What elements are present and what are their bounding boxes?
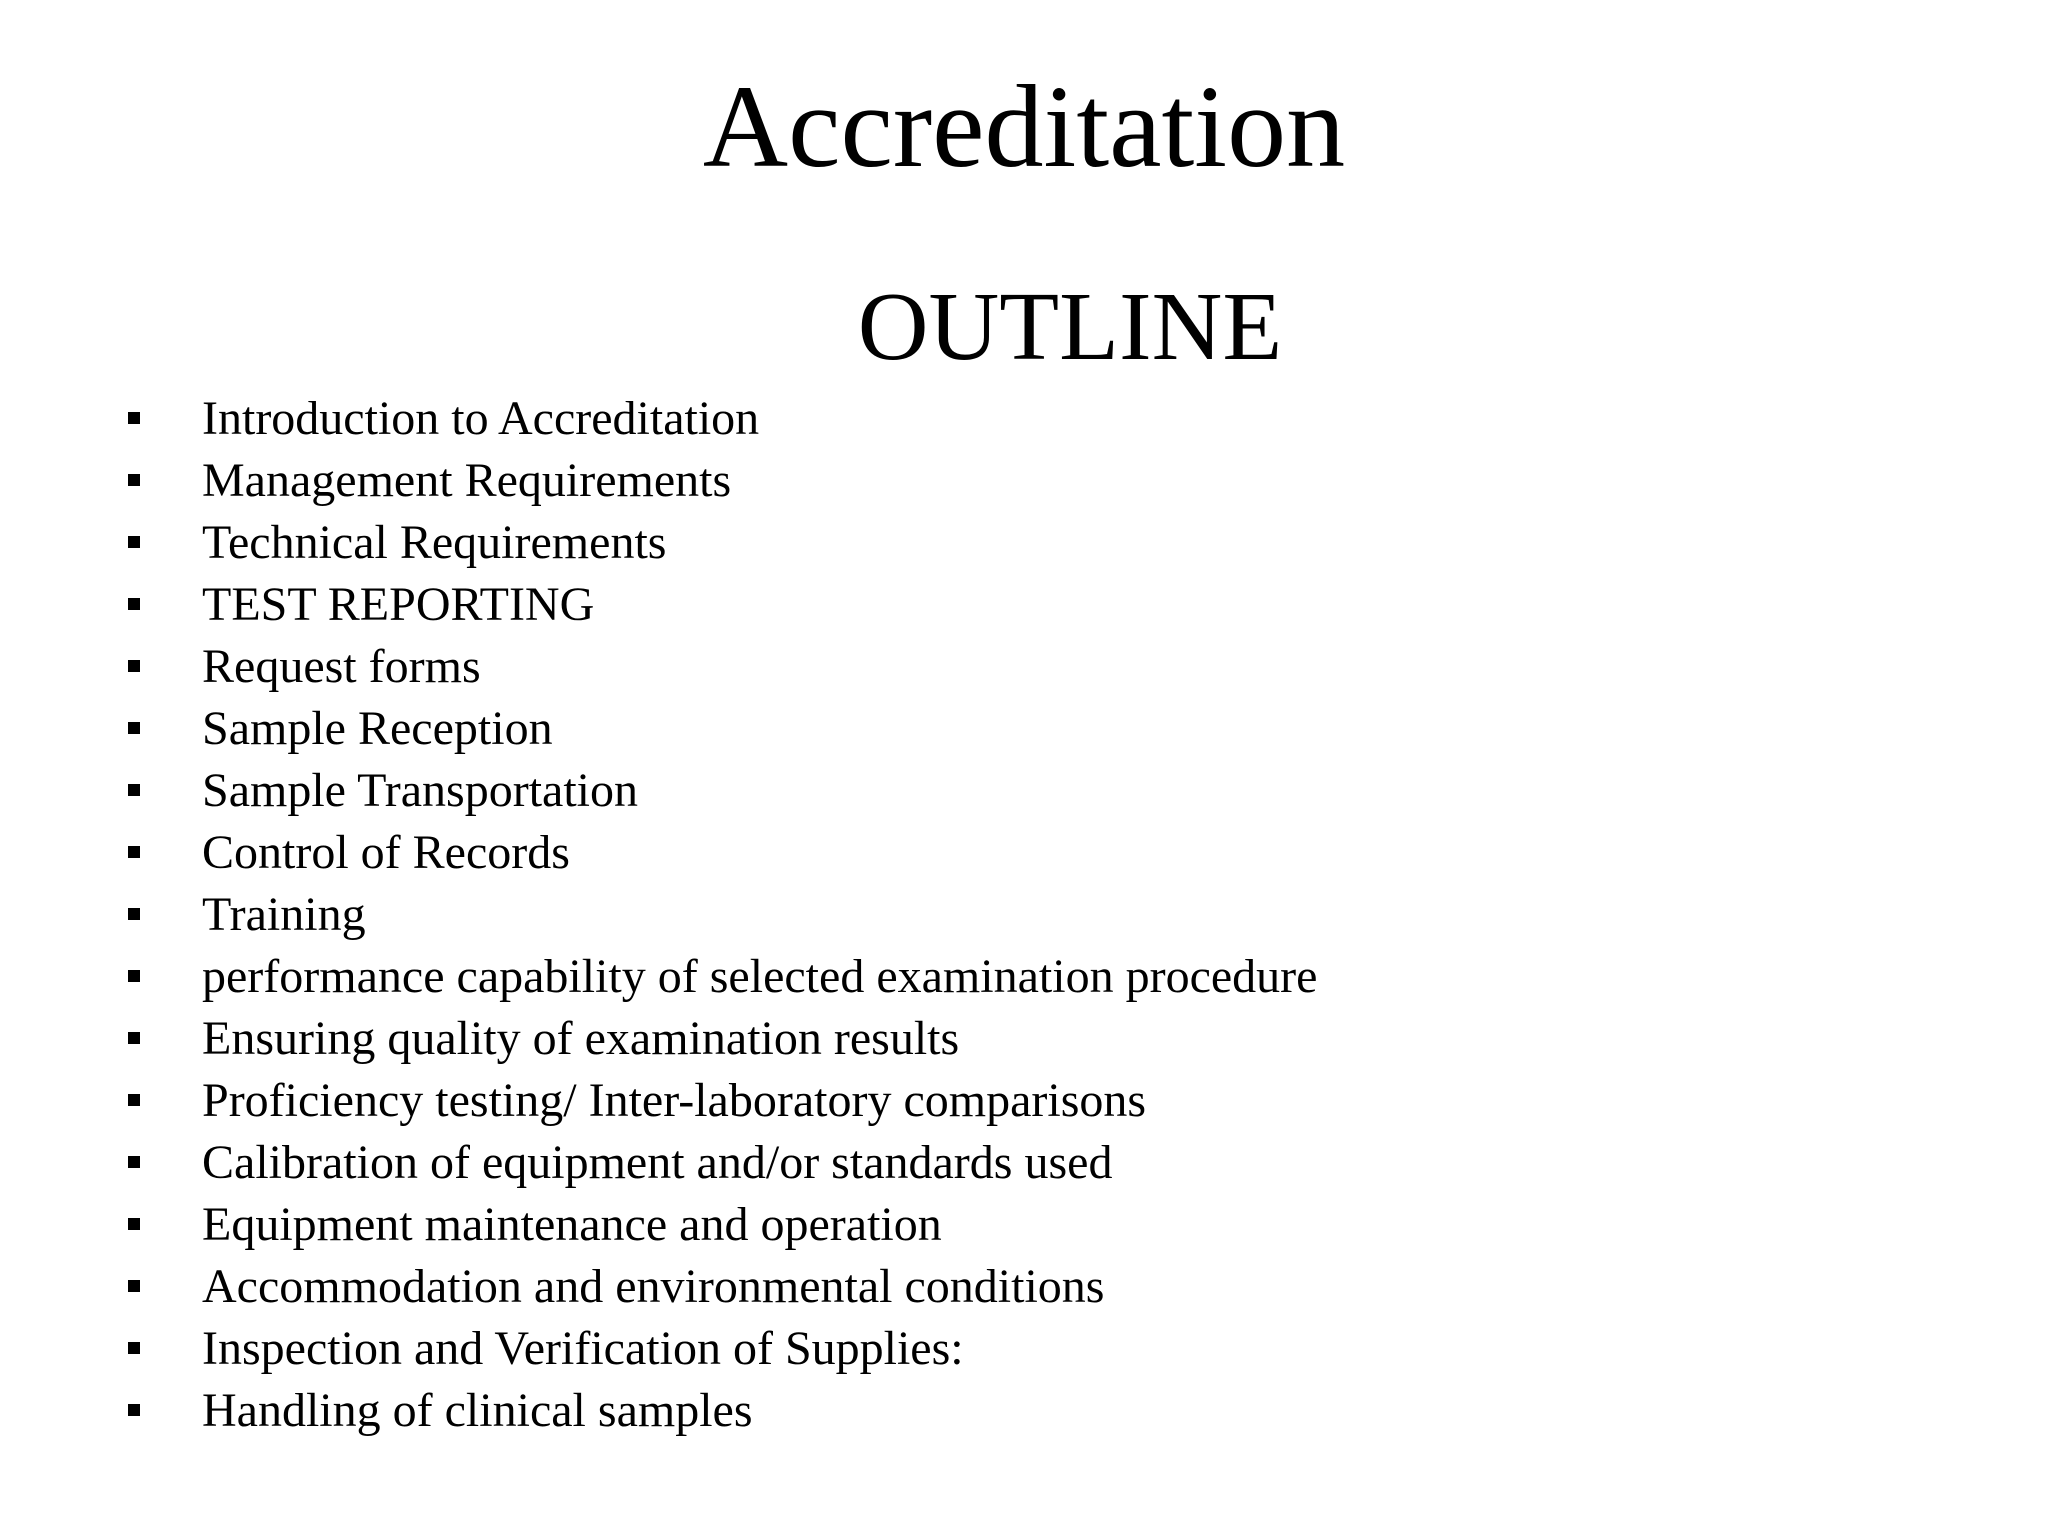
list-item-text: Request forms bbox=[202, 640, 481, 693]
square-bullet-icon bbox=[128, 970, 140, 982]
list-item-text: Proficiency testing/ Inter-laboratory comparisons bbox=[202, 1074, 1147, 1127]
list-item-text: Sample Reception bbox=[202, 702, 553, 755]
list-item-text: TEST REPORTING bbox=[202, 578, 595, 631]
list-item-text: Equipment maintenance and operation bbox=[202, 1198, 942, 1251]
square-bullet-icon bbox=[128, 846, 140, 858]
list-item-text: Inspection and Verification of Supplies: bbox=[202, 1322, 964, 1375]
slide-title: Accreditation bbox=[702, 61, 1346, 192]
square-bullet-icon bbox=[128, 722, 140, 734]
slide-subtitle: OUTLINE bbox=[857, 273, 1283, 381]
list-item-text: Management Requirements bbox=[202, 454, 732, 507]
list-item-text: performance capability of selected examination procedure bbox=[202, 950, 1318, 1003]
square-bullet-icon bbox=[128, 784, 140, 796]
list-item-text: Sample Transportation bbox=[202, 764, 639, 817]
square-bullet-icon bbox=[128, 1156, 140, 1168]
square-bullet-icon bbox=[128, 908, 140, 920]
square-bullet-icon bbox=[128, 598, 140, 610]
square-bullet-icon bbox=[128, 1218, 140, 1230]
square-bullet-icon bbox=[128, 1342, 140, 1354]
square-bullet-icon bbox=[128, 1094, 140, 1106]
square-bullet-icon bbox=[128, 536, 140, 548]
square-bullet-icon bbox=[128, 1404, 140, 1416]
list-item-text: Training bbox=[202, 888, 366, 941]
list-item-text: Accommodation and environmental conditions bbox=[202, 1260, 1105, 1313]
square-bullet-icon bbox=[128, 660, 140, 672]
list-item-text: Control of Records bbox=[202, 826, 570, 879]
list-item-text: Handling of clinical samples bbox=[202, 1384, 753, 1437]
list-item-text: Ensuring quality of examination results bbox=[202, 1012, 960, 1065]
square-bullet-icon bbox=[128, 412, 140, 424]
square-bullet-icon bbox=[128, 474, 140, 486]
list-item-text: Technical Requirements bbox=[202, 516, 667, 569]
square-bullet-icon bbox=[128, 1280, 140, 1292]
list-item-text: Introduction to Accreditation bbox=[202, 392, 760, 445]
square-bullet-icon bbox=[128, 1032, 140, 1044]
list-item-text: Calibration of equipment and/or standards used bbox=[202, 1136, 1113, 1189]
